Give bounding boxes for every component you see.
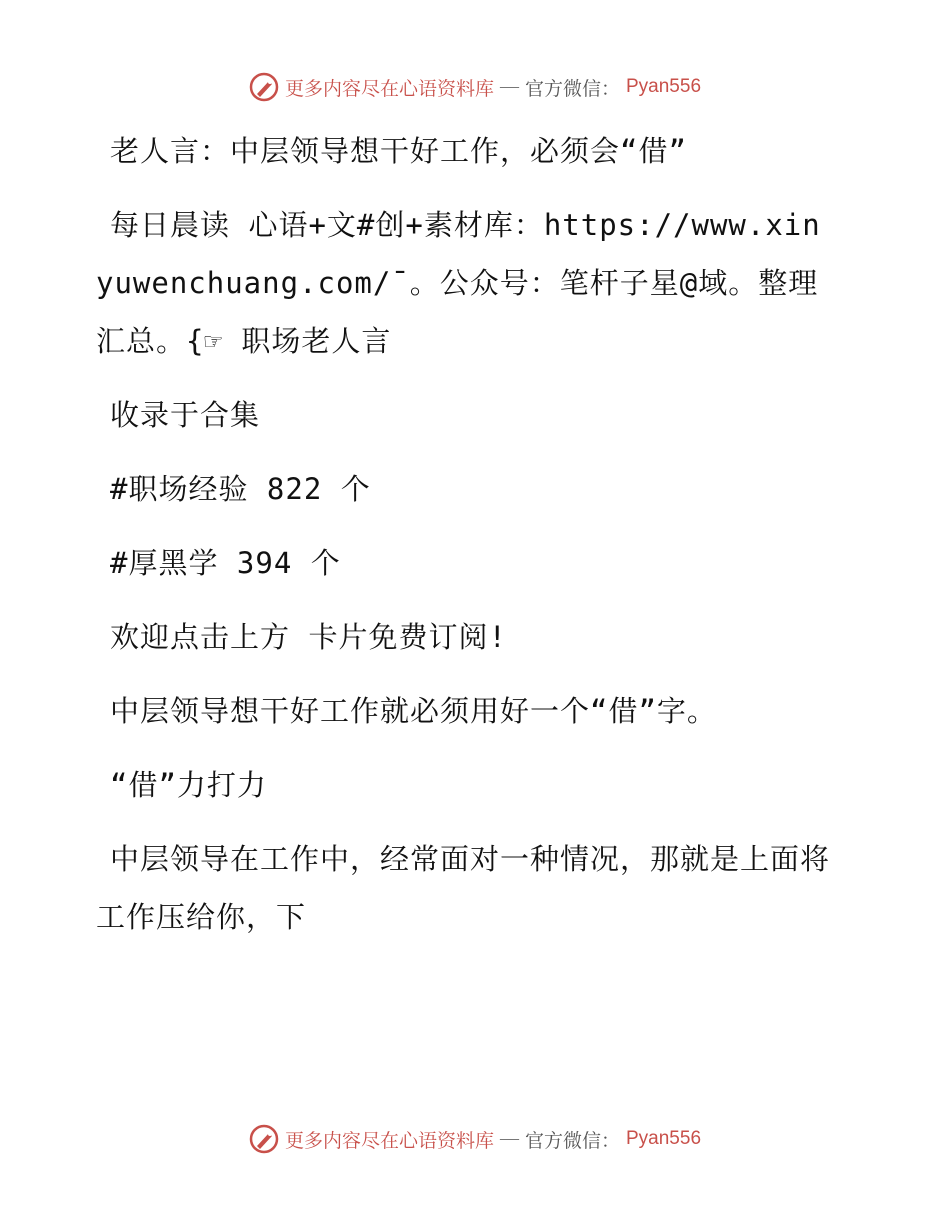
paragraph: “借”力打力: [110, 768, 267, 802]
pen-logo-icon: [249, 1124, 279, 1154]
watermark-wechat-id: Pyan556: [626, 1128, 702, 1149]
watermark-separator: —: [499, 76, 519, 97]
watermark-text: 更多内容尽在心语资料库: [284, 1130, 494, 1152]
paragraph: 收录于合集: [110, 398, 261, 432]
document-title: 老人言：中层领导想干好工作，必须会“借”: [110, 134, 687, 168]
paragraph: #厚黑学 394 个: [110, 546, 341, 580]
document-body: [96, 122, 836, 962]
watermark-text: 更多内容尽在心语资料库: [284, 78, 494, 100]
watermark-separator: —: [499, 1128, 519, 1149]
paragraph: 中层领导在工作中，经常面对一种情况，那就是上面将工作压给你，下: [96, 842, 831, 934]
watermark-wechat-label: 官方微信：: [524, 1130, 620, 1152]
paragraph: 欢迎点击上方 卡片免费订阅!: [110, 620, 507, 654]
watermark-wechat-label: 官方微信：: [524, 78, 620, 100]
paragraph: 每日晨读 心语+文#创+素材库：https://www.xinyuwenchuang.com/¯。公众号：笔杆子星@域。整理汇总。{☞ 职场老人言: [96, 208, 821, 358]
paragraph: 中层领导想干好工作就必须用好一个“借”字。: [110, 694, 717, 728]
footer-watermark: [0, 1124, 950, 1154]
watermark-wechat-id: Pyan556: [626, 76, 702, 97]
paragraph: #职场经验 822 个: [110, 472, 371, 506]
pen-logo-icon: [249, 72, 279, 102]
header-watermark: [0, 72, 950, 102]
